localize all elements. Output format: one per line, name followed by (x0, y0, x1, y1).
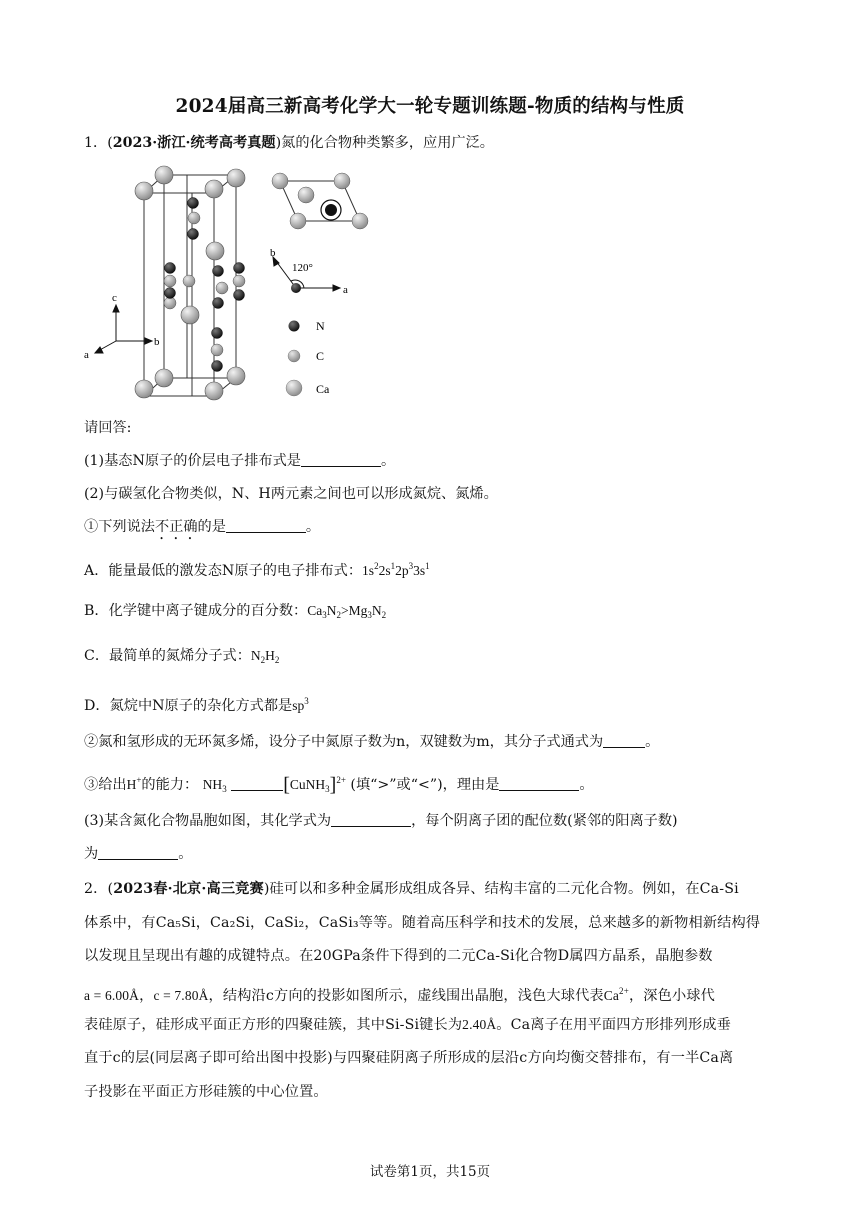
q1-stem: 1．(2023·浙江·统考高考真题)氮的化合物种类繁多，应用广泛。 (84, 135, 494, 151)
q2-line-1: 2．(2023春·北京·高三竞赛)硅可以和多种金属形成组成各异、结构丰富的二元化合物。例如，在Ca-Si (84, 881, 739, 897)
axis-c-label: c (112, 292, 117, 304)
option-d-formula: $sp^3$ (292, 696, 309, 713)
q1-part2-2: ②氮和氢形成的无环氮多烯，设分子中氮原子数为n，双键数为m，其分子式通式为 。 (84, 734, 660, 750)
q1-part2-3: ③给出H+的能力： $NH_3$ [CuNH$_3$]$^{2+}$ (填“>”或“<”)，理由是 。 (84, 774, 594, 796)
legend-ca-label: Ca (316, 382, 330, 396)
option-c: C．最简单的氮烯分子式：$N_2H_2$ (84, 648, 280, 665)
q1-part2-1: ①下列说法不正确的是 。 (84, 519, 321, 535)
q2-line-2: 体系中，有Ca₅Si，Ca₂Si，CaSi₂，CaSi₃等等。随着高压科学和技术的发展，总来越多的新物相新结构得 (84, 915, 761, 931)
q2-line-6: 直于c的层(同层离子即可给出图中投影)与四聚硅阴离子所形成的层沿c方向均衡交替排布，有一半Ca离 (84, 1050, 734, 1066)
option-d: D．氮烷中N原子的杂化方式都是$sp^3$ (84, 696, 309, 714)
q2-line-4: a = 6.00Å，c = 7.80Å，结构沿c方向的投影如图所示，虚线围出晶胞，浅色大球代表$Ca^{2+}$，深色小球代 (84, 986, 715, 1004)
page-footer: 试卷第1页，共15页 (369, 1164, 491, 1180)
option-b: B．化学键中离子键成分的百分数：$Ca_3N_2>Mg_3N_2$ (84, 603, 387, 620)
c-atoms (164, 212, 245, 356)
answer-blank-7[interactable] (98, 845, 178, 860)
q1-part3-cont: 为 。 (84, 846, 193, 862)
answer-blank-3[interactable] (603, 733, 645, 748)
option-a: A．能量最低的激发态N原子的电子排布式：$1s^22s^12p^33s^1$ (84, 561, 430, 579)
axis-triad (95, 305, 152, 353)
angle-label: 120° (292, 262, 313, 274)
answer-blank-5[interactable] (499, 776, 579, 791)
q2-line-7: 子投影在平面正方形硅簇的中心位置。 (84, 1084, 328, 1100)
n-atoms (165, 198, 245, 372)
page-title: 2024届高三新高考化学大一轮专题训练题-物质的结构与性质 (175, 96, 685, 117)
legend-ca-swatch (286, 380, 302, 396)
q1-part3: (3)某含氮化合物晶胞如图，其化学式为 ，每个阴离子团的配位数(紧邻的阳离子数) (84, 813, 678, 829)
legend (286, 319, 330, 396)
axis-a-label: a (84, 349, 89, 361)
option-b-formula: $Ca_3N_2>Mg_3N_2$ (307, 603, 387, 620)
q1-prompt: 请回答: (84, 420, 132, 436)
q1-source: 2023·浙江·统考高考真题 (112, 135, 276, 151)
q2-source: 2023春·北京·高三竞赛 (113, 881, 264, 897)
option-a-formula: $1s^22s^12p^33s^1$ (362, 561, 430, 578)
axis2-a-label: a (343, 284, 348, 296)
option-c-formula: $N_2H_2$ (250, 648, 280, 665)
answer-blank-2[interactable] (226, 518, 306, 533)
answer-blank-4[interactable] (231, 776, 283, 791)
emphasis-not-correct: 不正确 (154, 519, 198, 535)
projection-view (272, 173, 368, 229)
formula-cu-complex: [CuNH$_3$]$^{2+}$ (283, 774, 346, 796)
answer-blank-6[interactable] (331, 812, 411, 827)
legend-n-swatch (289, 321, 300, 332)
answer-blank-1[interactable] (301, 452, 381, 467)
axis-b-label: b (154, 336, 160, 348)
legend-c-label: C (316, 349, 325, 363)
crystal-structure-figure (84, 163, 374, 408)
q2-line-5: 表硅原子，硅形成平面正方形的四聚硅簇，其中Si-Si键长为2.40Å。Ca离子在用平面四方形排列形成垂 (84, 1017, 731, 1033)
q2-line-3: 以发现且呈现出有趣的成键特点。在20GPa条件下得到的二元Ca-Si化合物D属四方晶系，晶胞参数 (84, 948, 713, 964)
legend-n-label: N (316, 319, 325, 333)
q1-part1: (1)基态N原子的价层电子排布式是 。 (84, 453, 396, 469)
legend-c-swatch (288, 350, 300, 362)
axis2-b-label: b (270, 247, 276, 259)
formula-nh3: $NH_3$ (202, 777, 227, 794)
q1-part2: (2)与碳氢化合物类似，N、H两元素之间也可以形成氮烷、氮烯。 (84, 486, 498, 502)
